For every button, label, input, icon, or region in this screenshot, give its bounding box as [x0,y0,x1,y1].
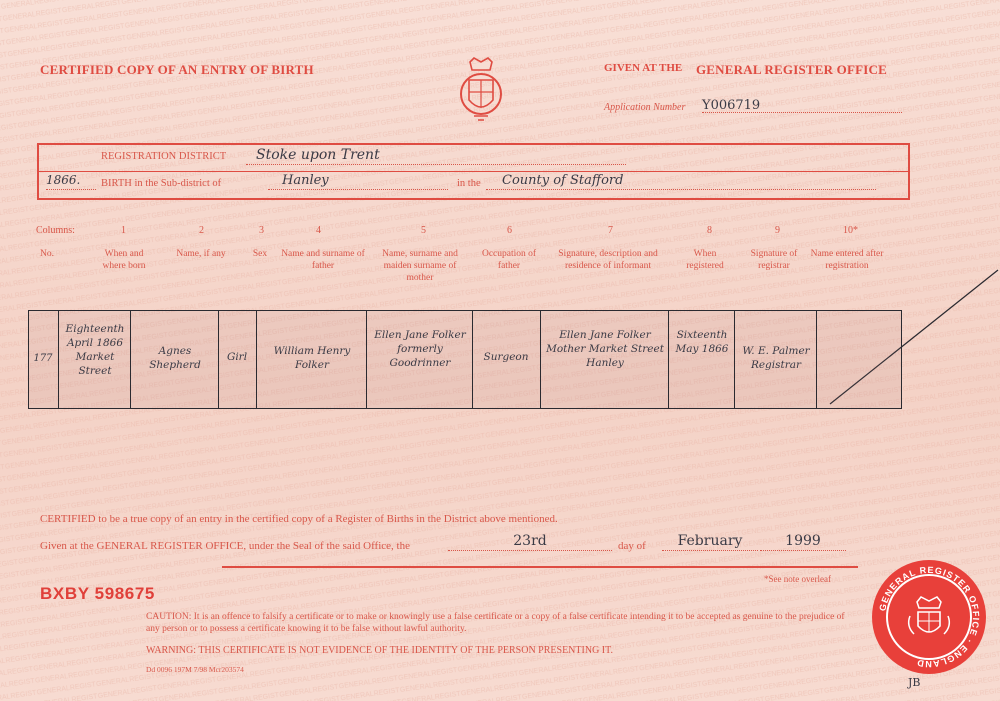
certification-given-line: Given at the GENERAL REGISTER OFFICE, under the Seal of the said Office, the [40,540,410,552]
application-number: Y006719 [702,98,761,113]
county-field [486,171,876,190]
entry-when-where-born: Eighteenth April 1866 Market Street [65,323,125,377]
column-number-1: 1 [121,225,126,236]
footer-code: Dd 0096 197M 7/98 Mcr203574 [146,665,244,674]
county-value: County of Stafford [502,173,624,188]
entry-informant: Ellen Jane Folker Mother Market Street Hanley [546,329,664,369]
office-title: GENERAL REGISTER OFFICE [696,62,887,77]
seal-text: GENERAL REGISTER OFFICE · ENGLAND [877,564,982,670]
column-number-7: 7 [608,225,613,236]
header-father: Name and surname of father [281,249,365,271]
header-mother: Name, surname and maiden surname of mother [382,249,458,283]
entry-registered: Sixteenth May 1866 [675,329,729,355]
seal-crest-icon [872,560,986,674]
header-after-registration: Name entered after registration [810,249,884,271]
royal-crest-icon [456,56,506,124]
column-number-9: 9 [775,225,780,236]
certification-month: February [677,533,743,549]
day-field [448,532,612,551]
year-field-certification [760,532,846,551]
year-field [46,171,96,190]
header-registrar: Signature of registrar [750,249,798,271]
separator-line [222,566,858,568]
day-of-label: day of [618,540,646,552]
entry-registrar: W. E. Palmer Registrar [742,345,810,371]
header-name: Name, if any [176,249,226,259]
column-number-4: 4 [316,225,321,236]
subdistrict-field [268,171,448,190]
header-no: No. [40,249,54,259]
header-occupation: Occupation of father [481,249,537,271]
column-number-3: 3 [259,225,264,236]
entry-father: William Henry Folker [273,345,351,371]
application-field [702,96,902,113]
district-field [246,146,626,165]
entry-row [28,310,902,409]
general-register-office-seal [872,560,986,674]
month-field [662,532,758,551]
header-right-prefix: GIVEN AT THE [604,62,683,74]
district-value: Stoke upon Trent [256,147,380,163]
header-when-where-born: When and where born [102,249,146,271]
header-informant: Signature, description and residence of informant [558,249,658,271]
column-number-8: 8 [707,225,712,236]
district-label: REGISTRATION DISTRICT [101,151,227,162]
columns-label: Columns: [36,225,75,236]
header-sex: Sex [252,249,268,259]
county-label: in the [457,178,481,189]
entry-occupation: Surgeon [483,351,529,363]
application-label: Application Number [604,102,686,113]
certificate-serial: BXBY 598675 [40,584,155,603]
entry-sex: Girl [226,351,248,363]
registration-year: 1866. [46,173,81,187]
see-note-overleaf: *See note overleaf [764,574,831,584]
column-number-10: 10* [843,225,858,236]
initials: JB [908,676,921,689]
entry-name: Agnes Shepherd [149,345,201,371]
certification-statement: CERTIFIED to be a true copy of an entry in the certified copy of a Register of Births in the District above mentioned. [40,513,558,525]
caution-text: CAUTION: It is an offence to falsify a certificate or to make or knowingly use a false certificate or a copy of a false certificate intending it to be accepted as genuine to the prejudice of any person or to possess a certificate knowing it to be false without lawful authority. [146,612,845,634]
header-registered: When registered [686,249,724,271]
warning-text: WARNING: THIS CERTIFICATE IS NOT EVIDENCE OF THE IDENTITY OF THE PERSON PRESENTING IT. [146,645,613,656]
certification-year: 1999 [785,533,821,549]
subdistrict-label: BIRTH in the Sub-district of [101,178,222,189]
certification-day: 23rd [513,533,547,549]
certificate-title: CERTIFIED COPY OF AN ENTRY OF BIRTH [40,62,314,77]
entry-number: 177 [33,353,53,364]
column-number-2: 2 [199,225,204,236]
subdistrict-value: Hanley [282,173,329,188]
column-number-6: 6 [507,225,512,236]
entry-mother: Ellen Jane Folker formerly Goodrinner [374,329,466,369]
column-number-5: 5 [421,225,426,236]
